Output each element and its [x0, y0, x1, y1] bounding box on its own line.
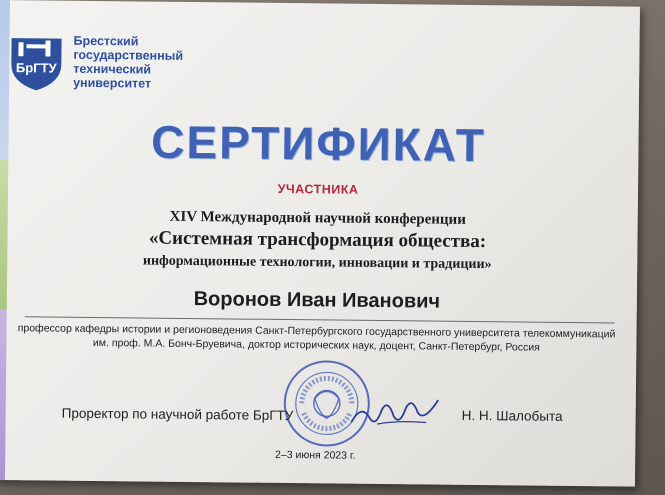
- signer-position: Проректор по научной работе БрГТУ: [61, 405, 294, 424]
- recipient-description-line-2: им. проф. М.А. Бонч-Бруевича, доктор исторических наук, доцент, Санкт-Петербург, Россия: [92, 336, 540, 354]
- conference-line-2: «Системная трансформация общества:: [148, 227, 487, 253]
- university-name-line: Брестский: [73, 33, 139, 49]
- certificate-subtitle: УЧАСТНИКА: [277, 181, 359, 197]
- university-name-line: государственный: [73, 47, 184, 63]
- signer-name: Н. Н. Шалобыта: [461, 407, 563, 424]
- handwritten-signature-icon: [347, 392, 442, 433]
- recipient-name: Воронов Иван Иванович: [193, 288, 441, 313]
- conference-line-1: XIV Международной научной конференции: [169, 208, 466, 228]
- conference-line-3: информационные технологии, инновации и традиции»: [142, 253, 492, 273]
- logo-text: БрГТУ: [15, 60, 57, 76]
- university-name-line: университет: [73, 75, 152, 91]
- event-date: 2–3 июня 2023 г.: [275, 448, 356, 462]
- certificate-title: СЕРТИФИКАТ: [150, 115, 487, 172]
- university-logo-icon: [5, 30, 68, 93]
- university-name: [73, 34, 183, 91]
- university-name-line: технический: [73, 61, 152, 77]
- recipient-description-line-1: профессор кафедры истории и регионоведения Санкт-Петербургского государственного университета телекоммуникаций: [17, 322, 616, 341]
